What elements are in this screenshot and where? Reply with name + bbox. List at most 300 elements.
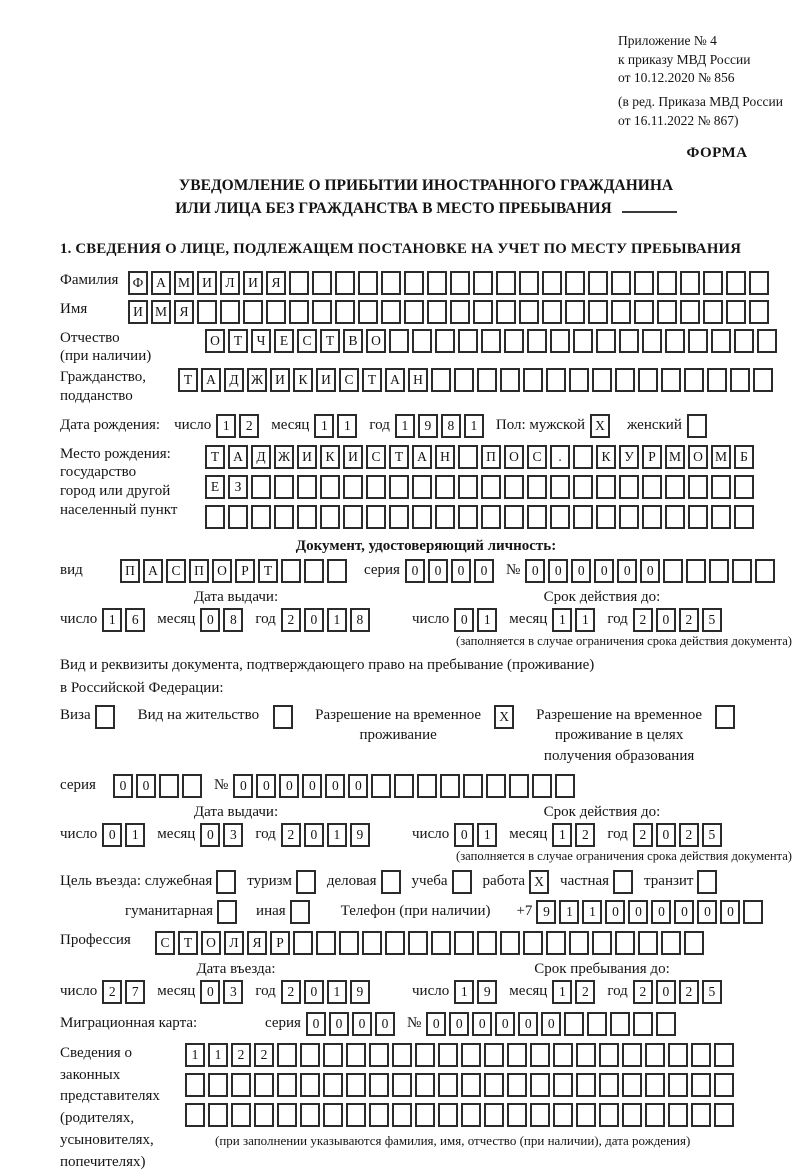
char-cell[interactable]: А [201, 368, 221, 392]
char-cell[interactable] [481, 505, 501, 529]
char-cell[interactable]: 1 [477, 823, 497, 847]
char-cell[interactable] [707, 368, 727, 392]
char-cell[interactable] [415, 1103, 435, 1127]
char-cell[interactable] [550, 475, 570, 499]
char-cell[interactable] [703, 300, 723, 324]
char-cell[interactable]: С [527, 445, 547, 469]
char-cell[interactable] [565, 300, 585, 324]
char-cell[interactable] [438, 1073, 458, 1097]
char-cell[interactable]: 0 [325, 774, 345, 798]
char-cell[interactable]: 0 [426, 1012, 446, 1036]
char-cell[interactable] [343, 505, 363, 529]
char-cell[interactable] [454, 368, 474, 392]
char-cell[interactable]: Е [205, 475, 225, 499]
char-cell[interactable] [546, 368, 566, 392]
char-cell[interactable]: А [412, 445, 432, 469]
char-cell[interactable] [734, 505, 754, 529]
residence-valid-day-cells[interactable] [454, 823, 500, 847]
char-cell[interactable]: 2 [239, 414, 259, 438]
residence-permit-checkbox[interactable] [273, 705, 296, 729]
char-cell[interactable] [527, 505, 547, 529]
doc-valid-year-cells[interactable] [633, 608, 725, 632]
char-cell[interactable] [573, 505, 593, 529]
char-cell[interactable] [320, 475, 340, 499]
char-cell[interactable] [714, 1043, 734, 1067]
char-cell[interactable] [615, 931, 635, 955]
char-cell[interactable]: 5 [702, 608, 722, 632]
char-cell[interactable]: А [228, 445, 248, 469]
char-cell[interactable] [507, 1043, 527, 1067]
char-cell[interactable]: 9 [418, 414, 438, 438]
char-cell[interactable] [569, 931, 589, 955]
char-cell[interactable]: Т [258, 559, 278, 583]
char-cell[interactable] [431, 368, 451, 392]
stay-month-cells[interactable] [552, 980, 598, 1004]
char-cell[interactable] [159, 774, 179, 798]
char-cell[interactable] [389, 329, 409, 353]
char-cell[interactable]: 0 [304, 608, 324, 632]
char-cell[interactable]: М [711, 445, 731, 469]
char-cell[interactable] [435, 505, 455, 529]
representatives-row-3[interactable] [185, 1103, 737, 1127]
birth-month-cells[interactable] [314, 414, 360, 438]
entry-day-cells[interactable] [102, 980, 148, 1004]
char-cell[interactable] [726, 271, 746, 295]
char-cell[interactable] [622, 1043, 642, 1067]
char-cell[interactable] [596, 329, 616, 353]
char-cell[interactable]: 2 [679, 823, 699, 847]
char-cell[interactable]: 0 [571, 559, 591, 583]
char-cell[interactable] [297, 475, 317, 499]
char-cell[interactable]: 0 [720, 900, 740, 924]
stay-year-cells[interactable] [633, 980, 725, 1004]
char-cell[interactable]: И [243, 271, 263, 295]
char-cell[interactable] [496, 300, 516, 324]
char-cell[interactable]: И [197, 271, 217, 295]
char-cell[interactable] [254, 1103, 274, 1127]
char-cell[interactable]: П [120, 559, 140, 583]
char-cell[interactable]: И [128, 300, 148, 324]
char-cell[interactable] [392, 1043, 412, 1067]
char-cell[interactable]: 1 [552, 608, 572, 632]
char-cell[interactable] [366, 475, 386, 499]
char-cell[interactable] [542, 300, 562, 324]
entry-year-cells[interactable] [281, 980, 373, 1004]
sex-male-checkbox[interactable] [590, 414, 613, 438]
char-cell[interactable] [555, 774, 575, 798]
char-cell[interactable]: 1 [208, 1043, 228, 1067]
citizenship-cells[interactable] [178, 368, 776, 392]
char-cell[interactable] [484, 1103, 504, 1127]
residence-issue-year-cells[interactable] [281, 823, 373, 847]
char-cell[interactable] [381, 300, 401, 324]
char-cell[interactable]: Т [205, 445, 225, 469]
char-cell[interactable] [734, 329, 754, 353]
char-cell[interactable] [615, 368, 635, 392]
char-cell[interactable] [691, 1043, 711, 1067]
char-cell[interactable] [281, 559, 301, 583]
char-cell[interactable] [358, 271, 378, 295]
char-cell[interactable]: Д [251, 445, 271, 469]
char-cell[interactable] [530, 1103, 550, 1127]
char-cell[interactable]: Ж [274, 445, 294, 469]
birth-day-cells[interactable] [216, 414, 262, 438]
char-cell[interactable] [366, 505, 386, 529]
char-cell[interactable] [703, 271, 723, 295]
char-cell[interactable] [197, 300, 217, 324]
char-cell[interactable]: 0 [136, 774, 156, 798]
char-cell[interactable]: О [688, 445, 708, 469]
char-cell[interactable] [404, 271, 424, 295]
char-cell[interactable] [668, 1043, 688, 1067]
char-cell[interactable] [251, 505, 271, 529]
char-cell[interactable] [435, 329, 455, 353]
profession-cells[interactable] [155, 931, 707, 955]
doc-issue-year-cells[interactable] [281, 608, 373, 632]
char-cell[interactable] [519, 271, 539, 295]
char-cell[interactable] [293, 931, 313, 955]
sex-female-checkbox[interactable] [687, 414, 710, 438]
char-cell[interactable] [530, 1073, 550, 1097]
char-cell[interactable] [415, 1043, 435, 1067]
char-cell[interactable]: 2 [633, 608, 653, 632]
char-cell[interactable]: 2 [575, 823, 595, 847]
char-cell[interactable] [599, 1103, 619, 1127]
char-cell[interactable] [638, 931, 658, 955]
char-cell[interactable]: 0 [656, 608, 676, 632]
char-cell[interactable]: 1 [575, 608, 595, 632]
char-cell[interactable] [312, 300, 332, 324]
char-cell[interactable] [749, 300, 769, 324]
char-cell[interactable] [611, 271, 631, 295]
char-cell[interactable] [427, 271, 447, 295]
patronymic-cells[interactable] [205, 329, 780, 353]
char-cell[interactable] [588, 300, 608, 324]
char-cell[interactable]: 0 [697, 900, 717, 924]
char-cell[interactable]: Ф [128, 271, 148, 295]
char-cell[interactable]: 0 [449, 1012, 469, 1036]
char-cell[interactable] [665, 329, 685, 353]
char-cell[interactable]: 1 [125, 823, 145, 847]
char-cell[interactable]: 0 [525, 559, 545, 583]
char-cell[interactable] [542, 271, 562, 295]
char-cell[interactable]: Р [642, 445, 662, 469]
char-cell[interactable] [688, 329, 708, 353]
char-cell[interactable]: 1 [582, 900, 602, 924]
char-cell[interactable]: В [343, 329, 363, 353]
char-cell[interactable]: 0 [329, 1012, 349, 1036]
char-cell[interactable] [427, 300, 447, 324]
char-cell[interactable] [565, 271, 585, 295]
char-cell[interactable] [231, 1103, 251, 1127]
char-cell[interactable] [392, 1073, 412, 1097]
char-cell[interactable]: Е [274, 329, 294, 353]
char-cell[interactable] [484, 1043, 504, 1067]
char-cell[interactable]: С [166, 559, 186, 583]
purpose-tourism-checkbox[interactable] [296, 870, 319, 894]
char-cell[interactable] [619, 505, 639, 529]
char-cell[interactable] [576, 1073, 596, 1097]
char-cell[interactable]: 0 [640, 559, 660, 583]
char-cell[interactable]: 9 [350, 980, 370, 1004]
char-cell[interactable]: 0 [279, 774, 299, 798]
doc-issue-month-cells[interactable] [200, 608, 246, 632]
char-cell[interactable]: 0 [651, 900, 671, 924]
char-cell[interactable] [596, 505, 616, 529]
doc-valid-month-cells[interactable] [552, 608, 598, 632]
char-cell[interactable]: 2 [633, 980, 653, 1004]
char-cell[interactable] [622, 1103, 642, 1127]
char-cell[interactable] [573, 329, 593, 353]
char-cell[interactable]: X [529, 870, 549, 894]
char-cell[interactable]: 0 [102, 823, 122, 847]
char-cell[interactable] [185, 1103, 205, 1127]
char-cell[interactable]: 0 [548, 559, 568, 583]
char-cell[interactable]: 1 [327, 608, 347, 632]
char-cell[interactable] [688, 505, 708, 529]
char-cell[interactable]: 0 [375, 1012, 395, 1036]
char-cell[interactable]: 0 [200, 608, 220, 632]
char-cell[interactable] [394, 774, 414, 798]
char-cell[interactable] [243, 300, 263, 324]
purpose-business-checkbox[interactable] [216, 870, 239, 894]
char-cell[interactable] [661, 368, 681, 392]
char-cell[interactable] [208, 1073, 228, 1097]
char-cell[interactable]: 1 [185, 1043, 205, 1067]
purpose-humanitarian-checkbox[interactable] [217, 900, 240, 924]
char-cell[interactable]: А [151, 271, 171, 295]
char-cell[interactable]: 2 [254, 1043, 274, 1067]
char-cell[interactable]: М [174, 271, 194, 295]
char-cell[interactable]: 2 [679, 980, 699, 1004]
char-cell[interactable] [688, 475, 708, 499]
char-cell[interactable] [438, 1103, 458, 1127]
char-cell[interactable]: 0 [304, 823, 324, 847]
char-cell[interactable]: 0 [628, 900, 648, 924]
char-cell[interactable]: Я [174, 300, 194, 324]
char-cell[interactable]: О [504, 445, 524, 469]
char-cell[interactable]: О [212, 559, 232, 583]
char-cell[interactable]: 1 [552, 823, 572, 847]
char-cell[interactable] [500, 931, 520, 955]
char-cell[interactable] [645, 1103, 665, 1127]
char-cell[interactable] [668, 1103, 688, 1127]
char-cell[interactable] [450, 300, 470, 324]
char-cell[interactable]: 0 [428, 559, 448, 583]
char-cell[interactable] [320, 505, 340, 529]
char-cell[interactable]: 2 [231, 1043, 251, 1067]
char-cell[interactable] [530, 1043, 550, 1067]
char-cell[interactable] [680, 300, 700, 324]
residence-valid-month-cells[interactable] [552, 823, 598, 847]
char-cell[interactable] [277, 1043, 297, 1067]
char-cell[interactable]: П [481, 445, 501, 469]
char-cell[interactable] [452, 870, 472, 894]
char-cell[interactable]: Я [247, 931, 267, 955]
char-cell[interactable]: 0 [656, 980, 676, 1004]
char-cell[interactable] [749, 271, 769, 295]
char-cell[interactable] [381, 271, 401, 295]
residence-issue-month-cells[interactable] [200, 823, 246, 847]
char-cell[interactable]: М [665, 445, 685, 469]
char-cell[interactable]: 0 [454, 608, 474, 632]
char-cell[interactable] [500, 368, 520, 392]
char-cell[interactable]: Л [220, 271, 240, 295]
char-cell[interactable] [550, 505, 570, 529]
stay-day-cells[interactable] [454, 980, 500, 1004]
char-cell[interactable] [599, 1043, 619, 1067]
char-cell[interactable]: 0 [256, 774, 276, 798]
char-cell[interactable] [458, 475, 478, 499]
char-cell[interactable] [550, 329, 570, 353]
char-cell[interactable]: 2 [575, 980, 595, 1004]
char-cell[interactable] [185, 1073, 205, 1097]
char-cell[interactable] [509, 774, 529, 798]
char-cell[interactable] [484, 1073, 504, 1097]
char-cell[interactable]: Н [408, 368, 428, 392]
char-cell[interactable] [523, 931, 543, 955]
char-cell[interactable] [182, 774, 202, 798]
char-cell[interactable] [316, 931, 336, 955]
char-cell[interactable]: Т [362, 368, 382, 392]
char-cell[interactable] [358, 300, 378, 324]
char-cell[interactable] [289, 271, 309, 295]
char-cell[interactable] [481, 475, 501, 499]
char-cell[interactable]: 0 [348, 774, 368, 798]
char-cell[interactable]: И [316, 368, 336, 392]
char-cell[interactable] [300, 1103, 320, 1127]
char-cell[interactable]: 1 [102, 608, 122, 632]
birth-place-row-1[interactable] [205, 445, 757, 469]
char-cell[interactable] [297, 505, 317, 529]
residence-series-cells[interactable] [113, 774, 205, 798]
char-cell[interactable] [726, 300, 746, 324]
char-cell[interactable] [440, 774, 460, 798]
residence-valid-year-cells[interactable] [633, 823, 725, 847]
char-cell[interactable]: 8 [350, 608, 370, 632]
char-cell[interactable] [454, 931, 474, 955]
char-cell[interactable] [573, 475, 593, 499]
char-cell[interactable] [450, 271, 470, 295]
char-cell[interactable]: Б [734, 445, 754, 469]
char-cell[interactable] [461, 1073, 481, 1097]
char-cell[interactable]: О [205, 329, 225, 353]
char-cell[interactable] [546, 931, 566, 955]
char-cell[interactable]: 9 [477, 980, 497, 1004]
char-cell[interactable] [523, 368, 543, 392]
doc-type-cells[interactable] [120, 559, 350, 583]
char-cell[interactable]: С [155, 931, 175, 955]
char-cell[interactable] [412, 329, 432, 353]
char-cell[interactable] [346, 1043, 366, 1067]
char-cell[interactable]: А [385, 368, 405, 392]
char-cell[interactable] [638, 368, 658, 392]
char-cell[interactable]: О [201, 931, 221, 955]
char-cell[interactable] [461, 1103, 481, 1127]
char-cell[interactable]: С [339, 368, 359, 392]
char-cell[interactable]: 2 [102, 980, 122, 1004]
char-cell[interactable] [343, 475, 363, 499]
char-cell[interactable] [216, 870, 236, 894]
char-cell[interactable] [680, 271, 700, 295]
char-cell[interactable]: 0 [594, 559, 614, 583]
char-cell[interactable]: О [366, 329, 386, 353]
char-cell[interactable] [95, 705, 115, 729]
char-cell[interactable] [304, 559, 324, 583]
char-cell[interactable] [757, 329, 777, 353]
char-cell[interactable]: 2 [633, 823, 653, 847]
char-cell[interactable]: С [297, 329, 317, 353]
char-cell[interactable]: 0 [656, 823, 676, 847]
char-cell[interactable]: 8 [223, 608, 243, 632]
char-cell[interactable] [519, 300, 539, 324]
char-cell[interactable]: Т [178, 931, 198, 955]
char-cell[interactable]: 2 [281, 608, 301, 632]
surname-cells[interactable] [128, 271, 772, 295]
char-cell[interactable]: 0 [405, 559, 425, 583]
char-cell[interactable] [217, 900, 237, 924]
char-cell[interactable] [553, 1103, 573, 1127]
purpose-other-checkbox[interactable] [290, 900, 313, 924]
char-cell[interactable]: 0 [495, 1012, 515, 1036]
char-cell[interactable] [592, 931, 612, 955]
doc-issue-day-cells[interactable] [102, 608, 148, 632]
temp-residence-checkbox[interactable] [494, 705, 517, 729]
char-cell[interactable] [642, 475, 662, 499]
char-cell[interactable] [645, 1073, 665, 1097]
char-cell[interactable] [527, 475, 547, 499]
char-cell[interactable]: 3 [223, 980, 243, 1004]
char-cell[interactable]: 1 [216, 414, 236, 438]
char-cell[interactable] [335, 300, 355, 324]
char-cell[interactable] [412, 505, 432, 529]
char-cell[interactable] [657, 271, 677, 295]
char-cell[interactable] [385, 931, 405, 955]
char-cell[interactable]: 0 [451, 559, 471, 583]
char-cell[interactable] [323, 1103, 343, 1127]
char-cell[interactable] [415, 1073, 435, 1097]
char-cell[interactable] [619, 475, 639, 499]
char-cell[interactable] [220, 300, 240, 324]
char-cell[interactable] [686, 559, 706, 583]
char-cell[interactable] [569, 368, 589, 392]
birth-place-row-2[interactable] [205, 475, 757, 499]
char-cell[interactable] [300, 1043, 320, 1067]
char-cell[interactable] [473, 271, 493, 295]
char-cell[interactable] [588, 271, 608, 295]
char-cell[interactable] [371, 774, 391, 798]
char-cell[interactable] [335, 271, 355, 295]
char-cell[interactable] [389, 475, 409, 499]
doc-series-cells[interactable] [405, 559, 497, 583]
char-cell[interactable]: Н [435, 445, 455, 469]
char-cell[interactable] [711, 505, 731, 529]
residence-issue-day-cells[interactable] [102, 823, 148, 847]
char-cell[interactable] [323, 1043, 343, 1067]
char-cell[interactable]: К [293, 368, 313, 392]
char-cell[interactable] [431, 931, 451, 955]
char-cell[interactable] [743, 900, 763, 924]
char-cell[interactable] [657, 300, 677, 324]
char-cell[interactable] [369, 1043, 389, 1067]
char-cell[interactable] [486, 774, 506, 798]
char-cell[interactable] [289, 300, 309, 324]
char-cell[interactable]: С [366, 445, 386, 469]
purpose-work-checkbox[interactable] [529, 870, 552, 894]
char-cell[interactable]: 0 [352, 1012, 372, 1036]
char-cell[interactable] [553, 1073, 573, 1097]
char-cell[interactable]: И [270, 368, 290, 392]
